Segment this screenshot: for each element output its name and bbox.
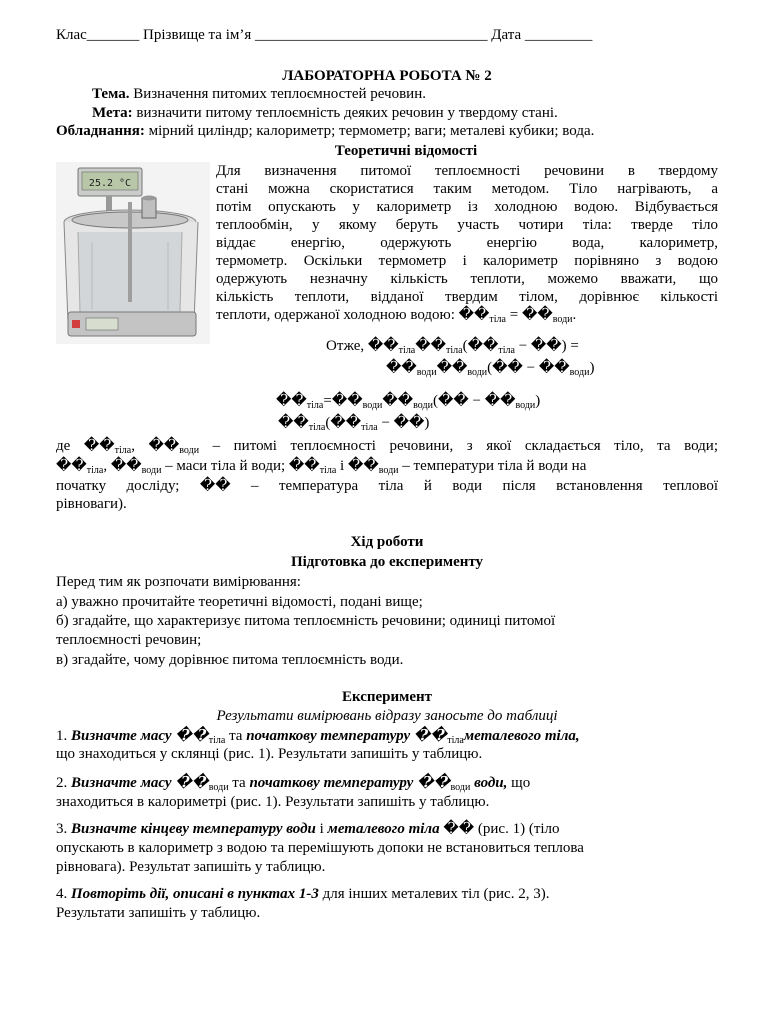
subscript-vody: води	[208, 782, 229, 793]
formula-symbol: ��	[330, 415, 362, 431]
equipment-line	[56, 122, 718, 140]
step-number: 1.	[56, 728, 71, 744]
definitions-line-4: рівноваги).	[56, 496, 127, 512]
subscript-tila: тіла	[489, 314, 506, 325]
step-4-tail: для інших металевих тіл (рис. 2, 3).	[318, 886, 550, 902]
step-4-line-2: Результати запишіть у таблицю.	[56, 905, 261, 921]
formula-symbol: ��	[467, 338, 499, 354]
theory-last-line	[216, 306, 718, 324]
formula-dot: .	[572, 307, 577, 323]
subscript-tila: тіла	[114, 445, 132, 456]
theory-line: термометр. Оскільки термометр і калориметр порівняно з водою	[216, 253, 718, 269]
topic-line	[92, 85, 754, 103]
formula-symbol: ��	[382, 393, 414, 409]
step-3-line-3: рівновага). Результат запишіть у таблицю.	[56, 859, 326, 875]
definitions-line-2: $��_{тіла}$, $��_{води}$ – маси тіла й води; $��_{тіла}$ і $��_{води}$ – температури тіла й води на	[56, 458, 587, 476]
prep-heading: Підготовка до експерименту	[290, 554, 484, 570]
formula-symbol: ��	[417, 775, 451, 791]
step-number: 3.	[56, 821, 71, 837]
calorimeter-drawing	[56, 162, 210, 344]
step-1-bold-1: Визначте масу	[71, 728, 176, 744]
formula-symbol: ��	[415, 338, 447, 354]
step-number: 2.	[56, 775, 71, 791]
subscript-vody: води	[416, 367, 437, 378]
step-3-line-1	[56, 820, 718, 838]
formula-symbol: ��	[331, 393, 363, 409]
subscript-tila: тіла	[361, 422, 378, 433]
step-2-tail: що	[507, 775, 531, 791]
subscript-vody: води	[552, 314, 573, 325]
subscript-vody: води	[515, 400, 536, 411]
formula-symbol: ��	[276, 393, 307, 409]
subscript-vody: води	[141, 465, 162, 476]
definitions-de: де	[56, 438, 84, 454]
topic-text: Визначення питомих теплоємностей речовин.	[129, 86, 426, 102]
formula-symbol: ��	[530, 338, 562, 354]
subscript-tila: тіла	[86, 465, 104, 476]
theory-line: одержують незначну кількість теплоти, можемо вважати, що	[216, 271, 718, 287]
subscript-tila: тіла	[306, 400, 324, 411]
equipment-label: Обладнання:	[56, 123, 145, 139]
subscript-vody: води	[179, 445, 200, 456]
formula-symbol: ��	[83, 438, 115, 454]
experiment-heading: Експеримент	[341, 689, 433, 705]
theory-heading: Теоретичні відомості	[334, 143, 478, 159]
definitions-line-1: де $��_{тіла}$, $��_{води}$ – питомі теплоємності речовини, з якої складається тіло, та води;	[56, 438, 718, 456]
experiment-subheading: Результати вимірювань відразу заносьте до таблиці	[216, 708, 558, 724]
step-4-bold-1: Повторіть дії, описані в пунктах 1-3	[71, 886, 319, 902]
formula-symbol: ��	[288, 458, 320, 474]
definitions-t-text: – температури тіла й води на	[398, 458, 587, 474]
prep-item: в) згадайте, чому дорівнює питома теплоємність води.	[56, 652, 404, 668]
definitions-line-3: початку дослiду; �� – температура тіла й води після встановлення теплової	[56, 478, 718, 494]
step-2-bold-2: початкову температуру	[249, 775, 418, 791]
step-number: 4.	[56, 886, 71, 902]
step-4-line-1	[56, 885, 718, 903]
calorimeter-image	[56, 162, 210, 344]
theory-line: стані можна скористатися таким методом. Тіло нагрівають, а	[216, 181, 718, 197]
formula-symbol: ��	[521, 307, 553, 323]
step-1-line-2: що знаходиться у склянці (рис. 1). Результати запишіть у таблицю.	[56, 746, 483, 762]
formula-symbol: ��	[347, 458, 379, 474]
subscript-vody: води	[450, 782, 471, 793]
student-header: Клас_______ Прізвище та ім’я _______________________________ Дата _________	[56, 27, 593, 43]
step-1-ta: та	[225, 728, 247, 744]
step-1-line-1	[56, 727, 718, 745]
subscript-vody: води	[362, 400, 383, 411]
subscript-tila: тіла	[447, 735, 464, 746]
otzhe-word: Отже,	[326, 338, 368, 354]
formula-equals: =	[566, 338, 579, 354]
prep-item: а) уважно прочитайте теоретичні відомості, подані вище;	[56, 594, 423, 610]
step-1-bold-3: металевого тіла,	[463, 728, 580, 744]
formula-symbol: ��	[393, 415, 425, 431]
subscript-tila: тіла	[208, 735, 226, 746]
subscript-vody: води	[413, 400, 433, 411]
subscript-tila: тіла	[498, 345, 515, 356]
page-title: ЛАБОРАТОРНА РОБОТА № 2	[282, 68, 492, 84]
formula-symbol: ��	[175, 728, 209, 744]
theory-line: потім опускають у калориметр із холодною водою. Відбувається	[216, 199, 718, 215]
formula-symbol: ��	[458, 307, 490, 323]
theory-last-text: теплоти, одержаної холодною водою:	[216, 307, 459, 323]
prep-item: б) згадайте, що характеризує питома теплоємність речовини; одиниці питомої	[56, 613, 556, 629]
formula-symbol: ��	[367, 338, 399, 354]
theory-line: Для визначення питомої теплоємності речовини в твердому	[216, 163, 718, 179]
subscript-tila: тіла	[319, 465, 337, 476]
formula-symbol: ��	[538, 360, 570, 376]
formula-symbol: ��	[278, 415, 309, 431]
formula-symbol: ��	[148, 438, 180, 454]
step-3-i: і	[315, 821, 328, 837]
step-2-bold-1: Визначте масу	[71, 775, 176, 791]
formula-equals: =	[505, 307, 522, 323]
prep-item: теплоємності речовин;	[56, 632, 202, 648]
goal-text: визначити питому теплоємність деяких речовин у твердому стані.	[132, 105, 558, 121]
formula-symbol: ��	[436, 360, 468, 376]
formula-symbol: ��	[386, 360, 417, 376]
formula-minus: −	[522, 360, 539, 376]
formula-heat-balance-2: $��_{води}��_{води}(��$ − $��_{води}$)	[386, 360, 595, 378]
step-3-tail: �� (рис. 1) (тіло	[439, 821, 560, 837]
topic-label: Тема.	[92, 86, 130, 102]
step-3-bold-1: Визначте кінцеву температуру води	[71, 821, 316, 837]
subscript-vody: води	[467, 367, 488, 378]
step-2-line-2: знаходиться в калориметрі (рис. 1). Результати запишіть у таблицю.	[56, 794, 490, 810]
formula-symbol: ��	[56, 458, 87, 474]
step-3-line-2: опускають в калориметр з водою та перемішують допоки не встановиться теплова	[56, 840, 584, 856]
subscript-vody: води	[378, 465, 399, 476]
goal-line	[92, 104, 754, 122]
subscript-tila: тіла	[398, 345, 416, 356]
formula-symbol: ��	[175, 775, 209, 791]
formula-symbol: ��	[413, 728, 448, 744]
subscript-tila: тіла	[446, 345, 463, 356]
theory-line: віддає енергію, одержують енергію вода, калориметр,	[216, 235, 718, 251]
formula-symbol: ��	[437, 393, 469, 409]
formula-minus: −	[514, 338, 531, 354]
goal-label: Мета:	[92, 105, 133, 121]
formula-c-numerator: $��_{тіла}=��_{води}��_{води}(��$ − $��_{води}$)	[276, 393, 541, 411]
equipment-text: мірний циліндр; калориметр; термометр; ваги; металеві кубики; вода.	[144, 123, 595, 139]
formula-c-denominator: $��_{тіла}(��_{тіла}$ − ��)	[278, 415, 430, 433]
formula-symbol: ��	[492, 360, 523, 376]
theory-text	[216, 162, 718, 324]
step-2-bold-3: води,	[470, 775, 508, 791]
thermometer-display-value: 25.2 °C	[88, 178, 132, 189]
step-2-line-1	[56, 774, 718, 792]
work-heading: Хід роботи	[350, 534, 424, 550]
definitions-i: і	[336, 458, 348, 474]
theory-line: теплообмін, у якому беруть участь чотири тіла: тверде тіло	[216, 217, 718, 233]
formula-symbol: ��	[484, 393, 516, 409]
prep-intro: Перед тим як розпочати вимірювання:	[56, 574, 301, 590]
definitions-m-text: – маси тіла й води;	[161, 458, 289, 474]
formula-minus: −	[468, 393, 485, 409]
subscript-tila: тіла	[308, 422, 326, 433]
step-1-bold-2: початкову температуру	[246, 728, 414, 744]
formula-symbol: ��	[110, 458, 142, 474]
step-2-ta: та	[228, 775, 250, 791]
definitions-c-text: – питомі теплоємності речовини, з якої складається тіло, та води;	[199, 438, 718, 454]
subscript-vody: води	[569, 367, 590, 378]
formula-minus: −	[377, 415, 394, 431]
theory-line: кількість теплоти, відданої твердим тілом, дорівнює кількості	[216, 289, 718, 305]
formula-heat-balance-1: Отже, $��_{тіла}��_{тіла}(��_{тіла}$ − ��) =	[326, 338, 579, 356]
step-3-bold-2: металевого тіла	[327, 821, 440, 837]
